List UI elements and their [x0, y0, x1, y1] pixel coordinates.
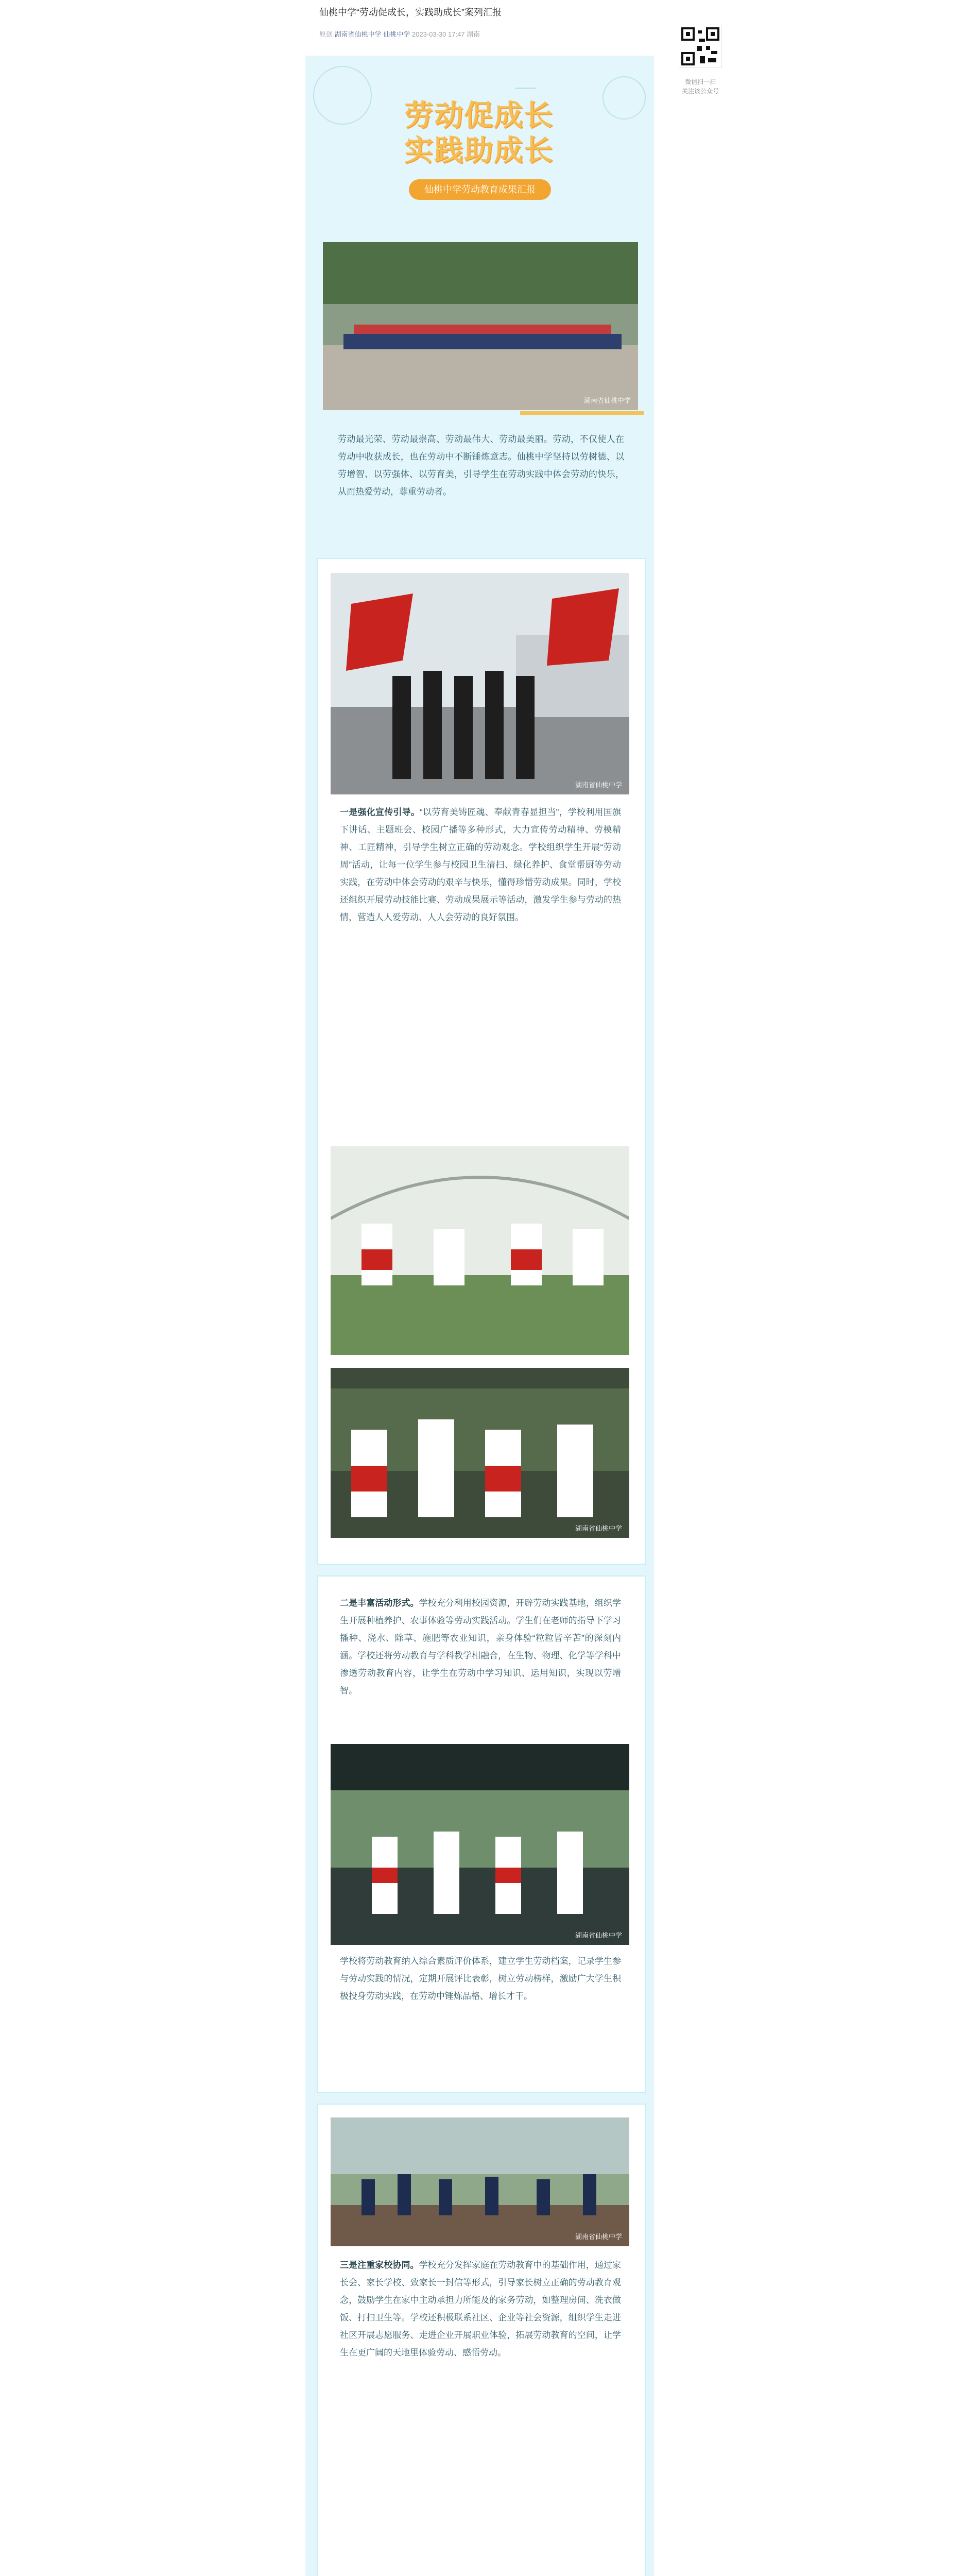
hero-photo	[323, 242, 638, 410]
section1-heading: 一是强化宣传引导。	[340, 807, 420, 817]
section2-body: 学校充分利用校园资源，开辟劳动实践基地，组织学生开展种植养护、农事体验等劳动实践活动。学生们在老师的指导下学习播种、浇水、除草、施肥等农业知识，亲身体验“粒粒皆辛苦”的深刻内涵。学校还将劳动教育与学科教学相融合，在生物、物理、化学等学科中渗透劳动教育内容，让学生在劳动中学习知识、运用知识，实现以劳增智。	[340, 1598, 622, 1696]
banner-subtitle: 仙桃中学劳动教育成果汇报	[409, 179, 551, 200]
section1-photo-3	[331, 1368, 629, 1538]
deco-line	[515, 88, 536, 95]
section2-text	[340, 1595, 621, 1700]
kitchen-activity-image	[331, 1368, 629, 1538]
section3-heading: 三是注重家校协同。	[340, 2260, 419, 2270]
photo-accent-bar	[520, 411, 644, 415]
banner-title-line2: 实践助成长	[404, 134, 554, 166]
section1-photo-1	[331, 573, 629, 794]
photo-watermark: 湖南省仙桃中学	[583, 397, 631, 404]
section1-text	[340, 804, 621, 926]
side-qr-code	[679, 25, 722, 68]
section1-photo-2	[331, 1146, 629, 1355]
flag-ceremony-image	[331, 573, 629, 794]
article-title: 仙桃中学“劳动促成长，实践助成长”案列汇报	[319, 7, 502, 18]
qr-icon	[679, 25, 721, 67]
garden-activity-image	[331, 2117, 629, 2246]
side-qr-caption: 微信扫一扫 关注该公众号	[681, 78, 719, 95]
section3-photo-1	[331, 2117, 629, 2246]
intro-paragraph: 劳动最光荣、劳动最崇高、劳动最伟大、劳动最美丽。劳动，不仅使人在劳动中收获成长，也在劳动中不断锤炼意志。仙桃中学坚持以劳树德、以劳增智、以劳强体、以劳育美，引导学生在劳动实践中体会劳动的快乐，从而热爱劳动，尊重劳动者。	[338, 434, 624, 497]
section1-body: “以劳育美铸匠魂、奉献青春显担当”，学校利用国旗下讲话、主题班会、校园广播等多种形式，大力宣传劳动精神、劳模精神、工匠精神，引导学生树立正确的劳动观念。学校组织学生开展“劳动周”活动，让每一位学生参与校园卫生清扫、绿化养护、食堂帮厨等劳动实践，在劳动中体会劳动的艰辛与快乐，懂得珍惜劳动成果。同时，学校还组织开展劳动技能比赛、劳动成果展示等活动，激发学生参与劳动的热情，营造人人爱劳动、人人会劳动的良好氛围。	[340, 807, 622, 922]
photo-watermark: 湖南省仙桃中学	[575, 781, 622, 789]
greenhouse-image	[331, 1146, 629, 1355]
photo-watermark: 湖南省仙桃中学	[575, 1524, 622, 1532]
meta-prefix: 原创	[319, 30, 333, 38]
photo-watermark: 湖南省仙桃中学	[575, 1931, 622, 1939]
section2-text-2: 学校将劳动教育纳入综合素质评价体系，建立学生劳动档案，记录学生参与劳动实践的情况，定期开展评比表彰，树立劳动榜样，激励广大学生积极投身劳动实践，在劳动中锤炼品格、增长才干。	[340, 1956, 621, 2001]
section2-heading: 二是丰富活动形式。	[340, 1598, 419, 1608]
deco-circle	[602, 76, 646, 120]
banner-title-line1: 劳动促成长	[404, 99, 554, 131]
deco-circle	[313, 66, 372, 125]
section3-text	[340, 2257, 621, 2362]
banner-title	[376, 98, 582, 168]
pavilion-activity-image	[331, 1744, 629, 1945]
photo-watermark: 湖南省仙桃中学	[575, 2233, 622, 2241]
article-meta	[319, 29, 480, 39]
section2-photo	[331, 1744, 629, 1945]
group-photo-image	[323, 242, 638, 410]
meta-author-link[interactable]: 湖南省仙桃中学	[334, 30, 382, 38]
section3-body: 学校充分发挥家庭在劳动教育中的基础作用，通过家长会、家长学校、致家长一封信等形式，引导家长树立正确的劳动教育观念，鼓励学生在家中主动承担力所能及的家务劳动，如整理房间、洗衣做饭、打扫卫生等。学校还积极联系社区、企业等社会资源，组织学生走进社区开展志愿服务、走进企业开展职业体验，拓展劳动教育的空间，让学生在更广阔的天地里体验劳动、感悟劳动。	[340, 2260, 622, 2358]
meta-account-link[interactable]: 仙桃中学	[383, 30, 410, 38]
meta-date: 2023-03-30 17:47 湖南	[411, 30, 480, 38]
